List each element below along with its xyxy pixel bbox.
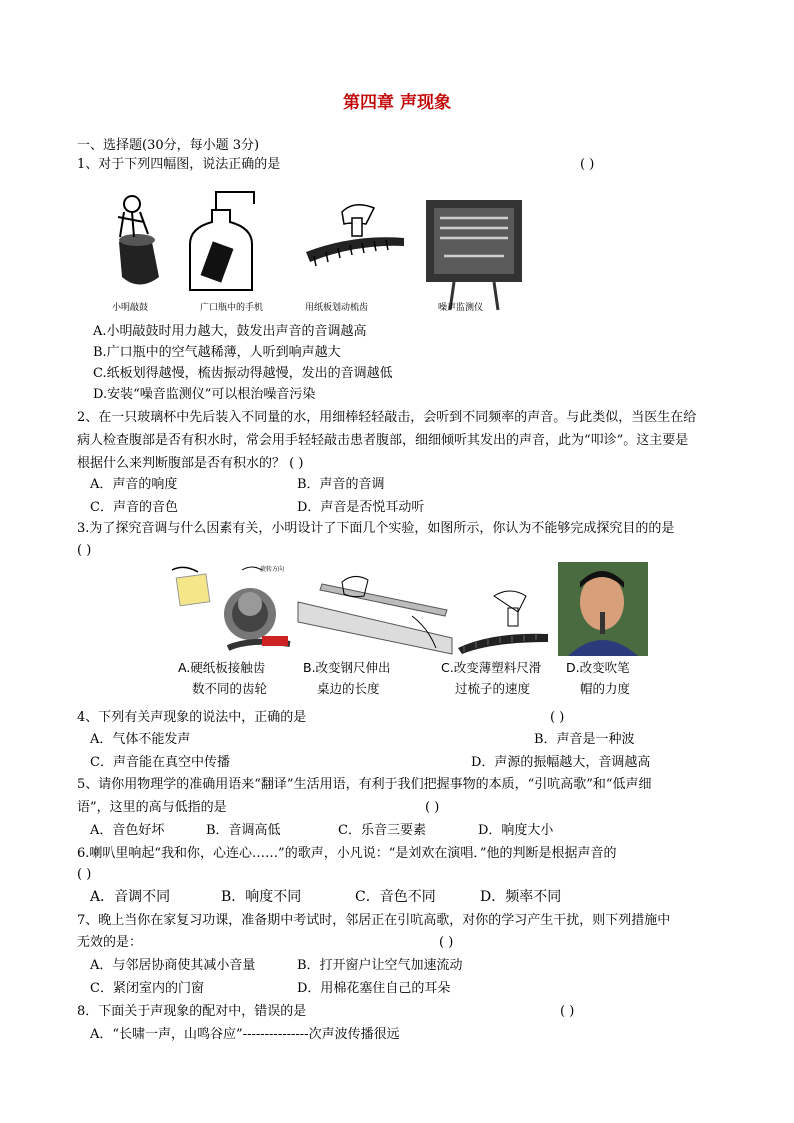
q1-option-a: A.小明敲鼓时用力越大，鼓发出声音的音调越高	[93, 324, 367, 339]
q4-option-b: B．声音是一种波	[534, 732, 635, 747]
q1-answer-blank: ( )	[580, 157, 595, 172]
q6-option-d: D．频率不同	[480, 889, 562, 905]
bottle-icon	[190, 192, 254, 290]
page-title: 第四章 声现象	[343, 93, 451, 113]
q3-figure	[172, 562, 650, 658]
section-heading: 一、选择题(30分，每小题 3分)	[77, 138, 260, 153]
q5-option-a: A．音色好坏	[90, 823, 165, 838]
gear-apparatus-icon	[172, 567, 290, 648]
q4-option-c: C．声音能在真空中传播	[90, 755, 230, 770]
boy-blowing-photo	[558, 562, 648, 656]
q6-option-b: B．响度不同	[221, 889, 302, 905]
q2-option-d: D．声音是否悦耳动听	[297, 500, 425, 515]
comb-icon	[306, 205, 404, 266]
q2-stem-line2: 病人检查腹部是否有积水时，常会用手轻轻敲击患者腹部，细细倾听其发出的声音，此为“叩诊”。这主要是	[77, 433, 689, 448]
q4-stem: 4、下列有关声现象的说法中，正确的是	[77, 710, 307, 725]
drum-icon	[118, 196, 159, 285]
q4-answer-blank: ( )	[550, 710, 565, 725]
q7-stem-line1: 7、晚上当你在家复习功课，准备期中考试时，邻居正在引吭高歌，对你的学习产生干扰，则下列措施中	[77, 913, 671, 928]
q7-option-a: A．与邻居协商使其减小音量	[90, 958, 256, 973]
q7-option-d: D．用棉花塞住自己的耳朵	[297, 981, 451, 996]
q1-caption-drum: 小明敲鼓	[112, 303, 149, 313]
q2-stem-line1: 2、在一只玻璃杯中先后装入不同量的水，用细棒轻轻敲击，会听到不同频率的声音。与此类似，当医生在给	[77, 410, 697, 425]
q3-stem-line1: 3.为了探究音调与什么因素有关，小明设计了下面几个实验，如图所示，你认为不能够完成探究目的的是	[77, 521, 675, 536]
ruler-on-table-icon	[298, 576, 452, 654]
q4-option-a: A．气体不能发声	[90, 732, 191, 747]
q3-stem-line2: ( )	[77, 543, 92, 558]
q2-stem-line3: 根据什么来判断腹部是否有积水的？ ( )	[77, 456, 304, 471]
q3-caption-d: D.改变吹笔 帽的力度	[566, 660, 631, 696]
q3-caption-c: C.改变薄塑料尺滑 过梳子的速度	[441, 660, 542, 696]
q7-answer-blank: ( )	[439, 935, 454, 950]
q1-caption-comb: 用纸板划动梳齿	[305, 303, 369, 313]
q3-caption-a: A.硬纸板接触齿 数不同的齿轮	[178, 660, 268, 696]
q5-stem-line2: 语”，这里的高与低指的是	[77, 800, 227, 815]
q5-stem-line1: 5、请你用物理学的准确用语来“翻译”生活用语，有利于我们把握事物的本质，“引吭高歌”和“低声细	[77, 777, 652, 792]
q6-stem-line1: 6.喇叭里响起“我和你，心连心……”的歌声，小凡说：“是刘欢在演唱．”他的判断是根据声音的	[77, 846, 617, 861]
q6-option-a: A．音调不同	[90, 889, 171, 905]
q8-answer-blank: ( )	[560, 1004, 575, 1019]
q7-option-c: C．紧闭室内的门窗	[90, 981, 204, 996]
q4-option-d: D．声源的振幅越大，音调越高	[471, 755, 651, 770]
q8-option-a: A．“长啸一声，山鸣谷应”---------------次声波传播很远	[90, 1027, 400, 1042]
q5-option-c: C．乐音三要素	[338, 823, 426, 838]
q5-option-b: B．音调高低	[206, 823, 281, 838]
noise-monitor-icon	[426, 200, 522, 310]
q3-fig-label: 旋转方向	[260, 566, 285, 573]
plastic-ruler-comb-icon	[458, 591, 548, 654]
q5-answer-blank: ( )	[425, 800, 440, 815]
q3-caption-b: B.改变钢尺伸出 桌边的长度	[303, 660, 391, 696]
q1-caption-monitor: 噪声监测仪	[438, 303, 484, 313]
q2-option-b: B．声音的音调	[297, 477, 385, 492]
q5-option-d: D．响度大小	[478, 823, 554, 838]
q1-option-d: D.安装“噪音监测仪”可以根治噪音污染	[93, 387, 316, 402]
q2-option-c: C．声音的音色	[90, 500, 178, 515]
q7-stem-line2: 无效的是：	[77, 935, 143, 950]
q6-option-c: C．音色不同	[355, 889, 436, 905]
q1-stem: 1、对于下列四幅图，说法正确的是	[77, 157, 281, 172]
q2-option-a: A．声音的响度	[90, 477, 178, 492]
q6-stem-line2: ( )	[77, 867, 92, 882]
q1-option-b: B.广口瓶中的空气越稀薄，人听到响声越大	[93, 345, 341, 360]
q1-caption-bottle: 广口瓶中的手机	[200, 303, 264, 313]
q1-option-c: C.纸板划得越慢，梳齿振动得越慢，发出的音调越低	[93, 366, 393, 381]
q8-stem: 8．下面关于声现象的配对中，错误的是	[77, 1004, 307, 1019]
q7-option-b: B．打开窗户让空气加速流动	[297, 958, 463, 973]
